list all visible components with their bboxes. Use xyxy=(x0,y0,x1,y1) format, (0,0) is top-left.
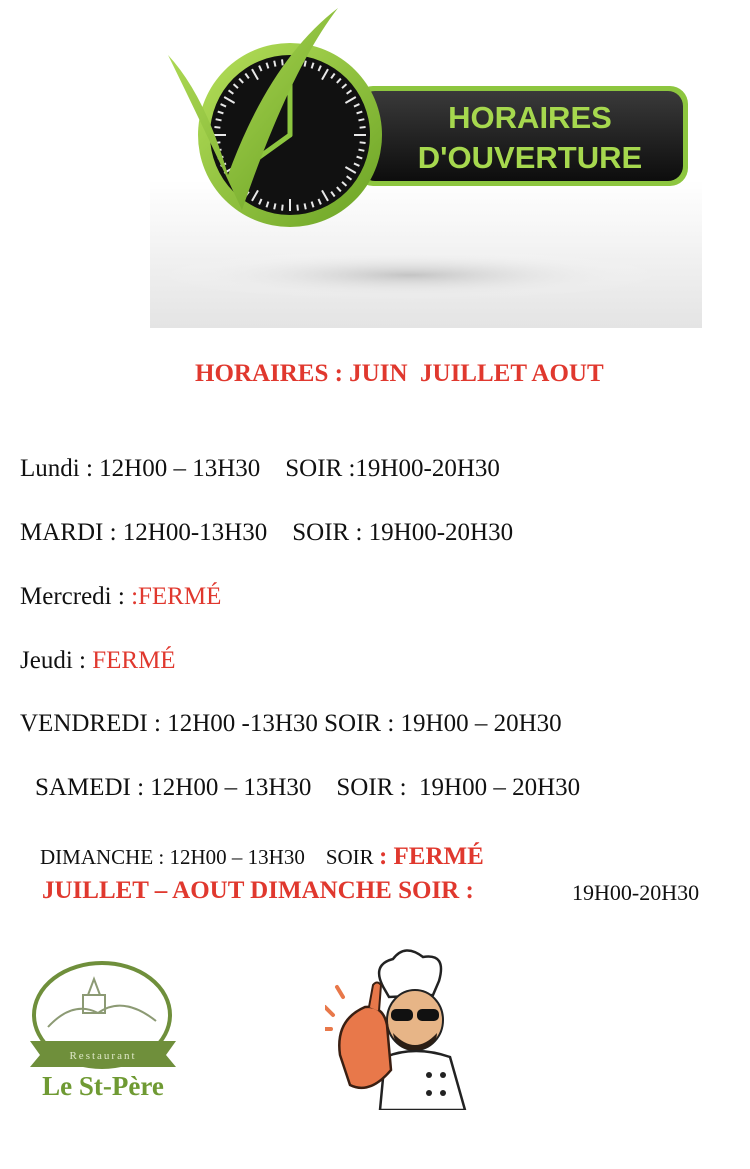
clock-tick xyxy=(282,59,283,65)
closed-status: FERMÉ xyxy=(92,647,176,674)
hours-text: 12H00 -13H30 SOIR : 19H00 – 20H30 xyxy=(167,710,562,737)
day-label: Lundi : xyxy=(20,455,100,482)
hours-text: 12H00 – 13H30 SOIR xyxy=(169,845,379,869)
clock-tick xyxy=(358,119,364,120)
day-label: SAMEDI : xyxy=(35,774,151,801)
clock-tick xyxy=(305,61,306,67)
closed-status: :FERMÉ xyxy=(131,583,222,610)
schedule-row-lundi xyxy=(20,455,500,483)
summer-hours: 19H00-20H30 xyxy=(572,880,700,905)
hours-text: 12H00-13H30 SOIR : 19H00-20H30 xyxy=(122,519,514,546)
schedule-row-jeudi xyxy=(20,647,176,675)
day-label: MARDI : xyxy=(20,519,123,546)
banner-title-line2: D'OUVERTURE xyxy=(417,140,643,175)
chef-illustration xyxy=(325,945,475,1110)
schedule-row-mercredi xyxy=(20,583,221,611)
day-label: VENDREDI : xyxy=(20,710,168,737)
clock-tick xyxy=(274,203,275,209)
season-subtitle: HORAIRES : JUIN JUILLET AOUT xyxy=(195,360,604,387)
clock-tick xyxy=(360,142,366,143)
clock-tick xyxy=(216,119,222,120)
clock-tick xyxy=(360,127,366,128)
logo-ribbon-text: Restaurant xyxy=(69,1050,137,1062)
restaurant-logo xyxy=(28,955,178,1105)
day-label: DIMANCHE : xyxy=(40,845,170,869)
summer-label: JUILLET – AOUT DIMANCHE SOIR : xyxy=(42,877,474,904)
clock-tick xyxy=(358,150,364,151)
schedule-row-vendredi xyxy=(20,710,562,738)
closed-status: FERMÉ xyxy=(387,843,484,870)
schedule-row-mardi xyxy=(20,519,513,547)
clock-tick xyxy=(305,203,306,209)
day-label: Mercredi : xyxy=(20,583,132,610)
clock-tick xyxy=(282,205,283,211)
logo-name: Le St-Père xyxy=(42,1071,164,1101)
clock-tick xyxy=(274,61,275,67)
banner-title-line1: HORAIRES xyxy=(448,100,612,135)
schedule-row-dimanche xyxy=(40,843,484,871)
colon-mark: : xyxy=(378,843,388,870)
hours-text: 12H00 – 13H30 SOIR :19H00-20H30 xyxy=(99,455,500,482)
opening-hours-banner xyxy=(150,0,702,328)
clock-tick xyxy=(214,127,220,128)
day-label: Jeudi : xyxy=(20,647,93,674)
schedule-row-summer-sunday xyxy=(42,877,474,905)
schedule-row-samedi xyxy=(35,774,580,802)
hours-text: 12H00 – 13H30 SOIR : 19H00 – 20H30 xyxy=(150,774,581,801)
clock-tick xyxy=(297,205,298,211)
